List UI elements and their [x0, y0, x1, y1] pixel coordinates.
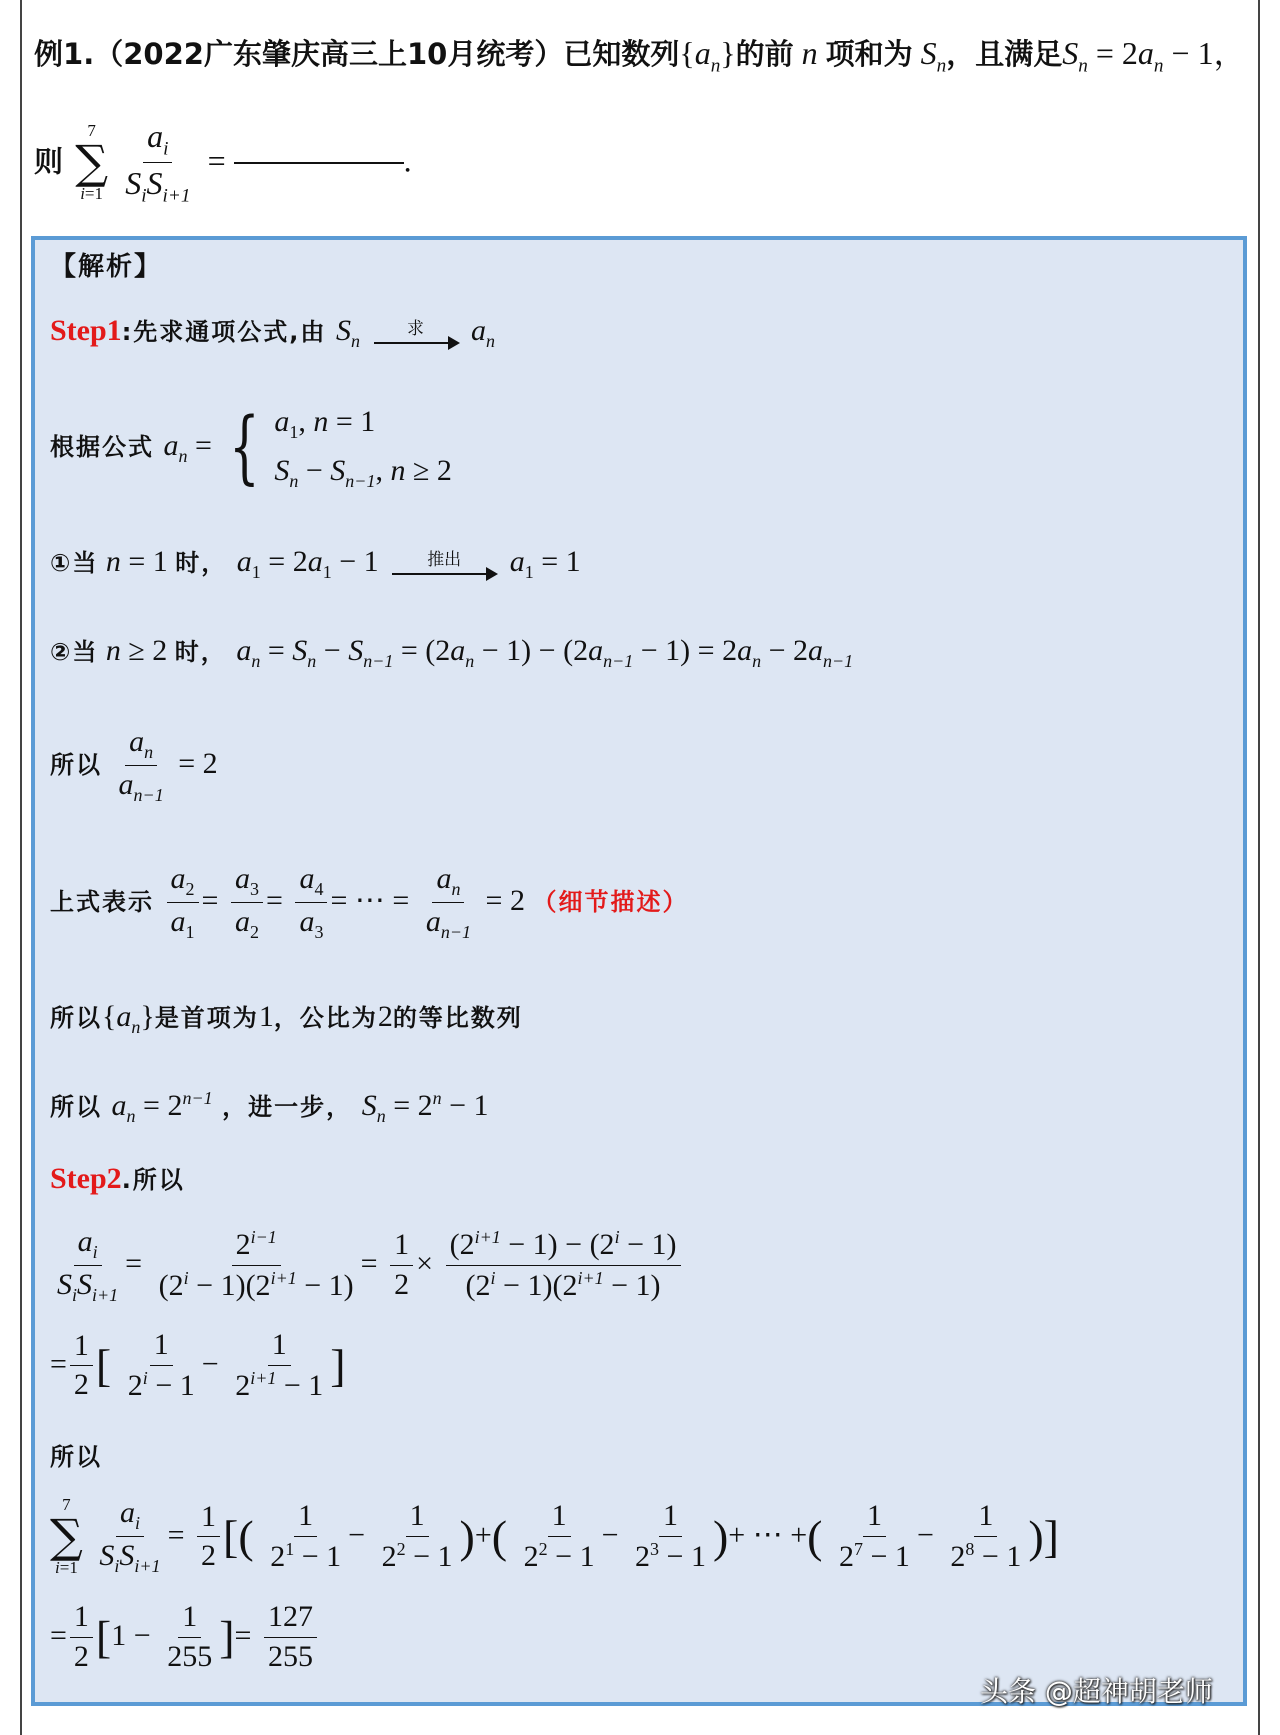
question-line-1: 例1.（2022广东肇庆高三上10月统考）已知数列$\{a_n\}$的前 n 项和为 $S_n$，且满足$S_n = 2a_n - 1$，: [34, 35, 1246, 77]
geometric-line: 所以$\{a_n\}$是首项为1，公比为2的等比数列: [50, 1000, 523, 1037]
so4-line: 所以: [50, 1443, 102, 1471]
general-term-line: 所以 $a_n = 2^{n-1}$ ，进一步， $S_n = 2^n - 1$: [50, 1088, 489, 1126]
result-line: = $\frac{1}{2}$ [1 − $\frac{1}{255}$ ]= $\frac{127}{255}$: [50, 1600, 320, 1674]
answer-blank: [234, 162, 404, 164]
telescoping-line: = $\frac{1}{2}$ [ $\frac{1}{2^i - 1}$ − $\frac{1}{2^{i+1} - 1}$ ]: [50, 1328, 346, 1402]
split-line: $\frac{a_i}{S_iS_{i+1}}$ = $\frac{2^{i-1}}{(2^i - 1)(2^{i+1} - 1)}$ = $\frac{1}{2}$ × $\frac{(2^{i+1} - 1) - (2^i - 1)}{(2^i - 1)(2^{i+1} - 1)}$: [50, 1225, 684, 1305]
watermark: 头条 @超神胡老师: [980, 1675, 1213, 1708]
chain-line: 上式表示 $\frac{a_2}{a_1}$ = $\frac{a_3}{a_2}$ = $\frac{a_4}{a_3}$ = ⋯ = $\frac{a_n}{a_{n-1}}$ = 2 （细节描述）: [50, 862, 689, 942]
question-line-2: 则 7 ∑ i=1 $\frac{a_i}{S_iS_{i+1}}$ = .: [34, 118, 412, 207]
example-label: 例: [34, 37, 64, 71]
step1-line: Step1:先求通项公式,由 $S_n$ 求 $a_n$: [50, 314, 496, 351]
case2-line: ②当 n ≥ 2 时， $a_n = S_n - S_{n-1} = (2a_n - 1) - (2a_{n-1} - 1) = 2a_n - 2a_{n-1}$: [50, 634, 854, 671]
final-answer: $\frac{127}{255}$: [264, 1600, 317, 1674]
step2-line: Step2.所以: [50, 1162, 185, 1195]
detail-note: （细节描述）: [532, 888, 689, 917]
formula-line: 根据公式 $a_n$ = { $a_1$, n = 1 $S_n - S_{n-1}$, n ≥ 2: [50, 399, 452, 493]
sum-symbol: 7 ∑ i=1: [75, 121, 109, 204]
case1-line: ①当 n = 1 时， $a_1 = 2a_1 - 1$ 推出 $a_1 = 1$: [50, 545, 581, 582]
analysis-header: 【解析】: [50, 252, 163, 282]
ratio-line: 所以 $\frac{a_n}{a_{n-1}}$ = 2: [50, 725, 218, 805]
sum-line: 7 ∑ i=1 $\frac{a_i}{S_iS_{i+1}}$ = $\frac{1}{2}$ [( $\frac{1}{2^1 - 1}$ − $\frac{1}{2^2 - 1}$ )+( $\frac{1}{2^2 - 1}$ − $\frac{1}{2^3 - 1}$ )+ ⋯ +( $\frac{1}{2^7 - 1}$ − $\frac{1}{2^8 - 1}$ )]: [50, 1495, 1059, 1577]
